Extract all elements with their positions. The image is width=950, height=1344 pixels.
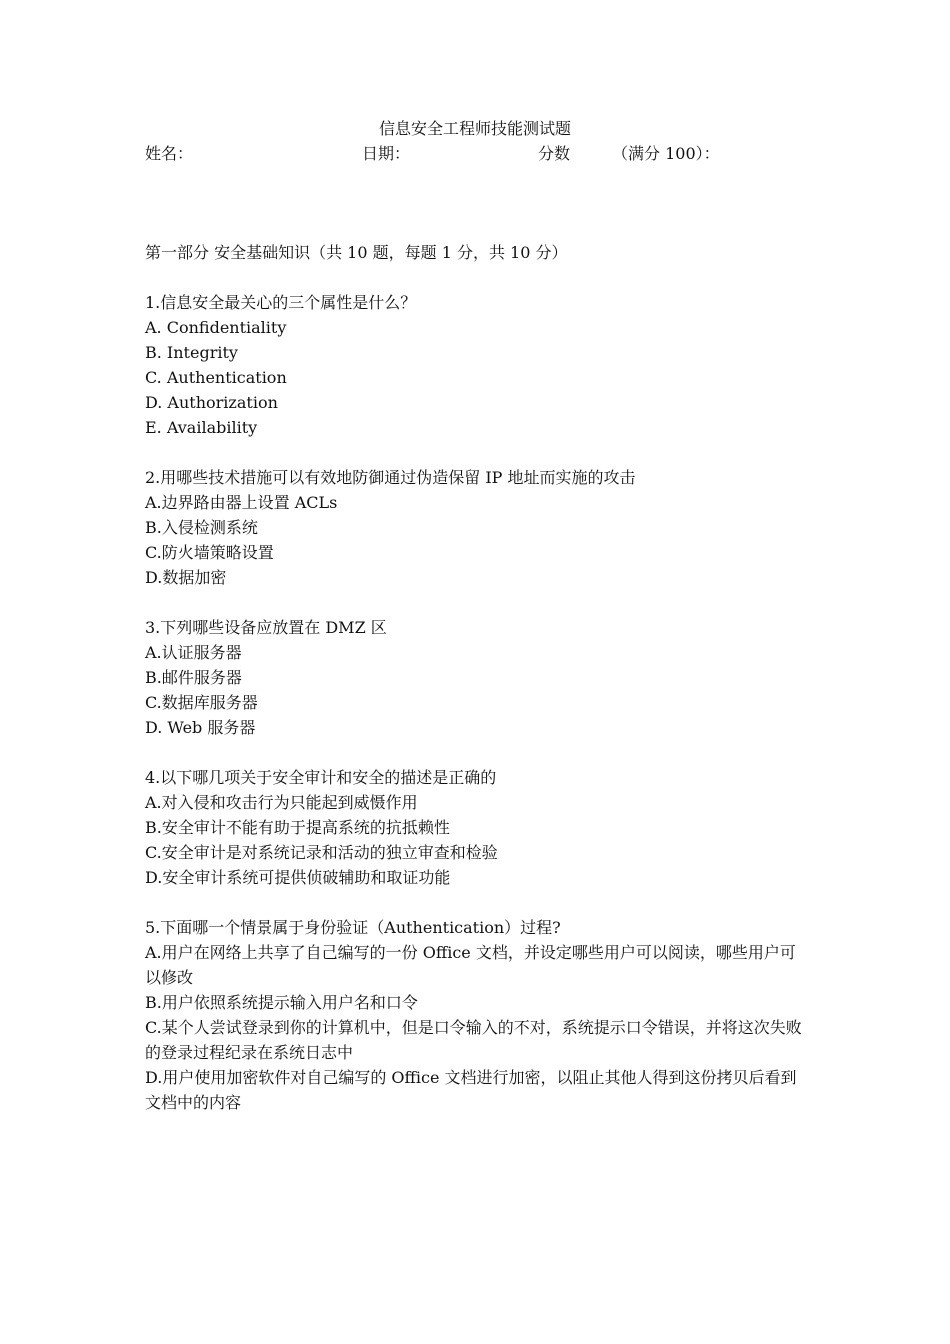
question-text: 3.下列哪些设备应放置在 DMZ 区	[145, 618, 387, 637]
question-text: 5.下面哪一个情景属于身份验证（Authentication）过程?	[145, 918, 561, 937]
option: B.邮件服务器	[145, 668, 242, 687]
exam-header	[0, 142, 950, 166]
question-2	[145, 465, 810, 590]
question-3	[145, 615, 810, 740]
question-4	[145, 765, 810, 890]
option: A.对入侵和攻击行为只能起到威慑作用	[145, 793, 418, 812]
option: B.安全审计不能有助于提高系统的抗抵赖性	[145, 818, 450, 837]
option: D. Authorization	[145, 393, 278, 412]
question-text: 1.信息安全最关心的三个属性是什么？	[145, 293, 417, 312]
document-title: 信息安全工程师技能测试题	[378, 119, 571, 138]
option: A.边界路由器上设置 ACLs	[145, 493, 338, 512]
option: B.入侵检测系统	[145, 518, 258, 537]
question-1	[145, 290, 810, 440]
question-text: 4.以下哪几项关于安全审计和安全的描述是正确的	[145, 768, 497, 787]
option: C.防火墙策略设置	[145, 543, 274, 562]
option: B. Integrity	[145, 343, 238, 362]
option: A.认证服务器	[145, 643, 242, 662]
date-label: 日期：	[362, 144, 411, 163]
question-list	[145, 290, 810, 1140]
full-score-label: （满分 100）：	[612, 144, 720, 163]
option: D.安全审计系统可提供侦破辅助和取证功能	[145, 868, 451, 887]
name-label: 姓名：	[145, 144, 194, 163]
option: C.数据库服务器	[145, 693, 258, 712]
option: C.某个人尝试登录到你的计算机中，但是口令输入的不对，系统提示口令错误，并将这次失败的登录过程纪录在系统日志中	[145, 1018, 802, 1062]
option: D. Web 服务器	[145, 718, 256, 737]
score-label: 分数	[538, 144, 571, 163]
option: D.用户使用加密软件对自己编写的 Office 文档进行加密，以阻止其他人得到这份拷贝后看到文档中的内容	[145, 1068, 797, 1112]
option: A.用户在网络上共享了自己编写的一份 Office 文档，并设定哪些用户可以阅读，哪些用户可以修改	[145, 943, 796, 987]
question-5	[145, 915, 810, 1115]
option: C.安全审计是对系统记录和活动的独立审查和检验	[145, 843, 498, 862]
section-title: 第一部分 安全基础知识（共 10 题，每题 1 分，共 10 分）	[145, 243, 568, 262]
option: C. Authentication	[145, 368, 287, 387]
question-text: 2.用哪些技术措施可以有效地防御通过伪造保留 IP 地址而实施的攻击	[145, 468, 636, 487]
option: D.数据加密	[145, 568, 227, 587]
option: A. Confidentiality	[145, 318, 287, 337]
option: E. Availability	[145, 418, 258, 437]
option: B.用户依照系统提示输入用户名和口令	[145, 993, 418, 1012]
